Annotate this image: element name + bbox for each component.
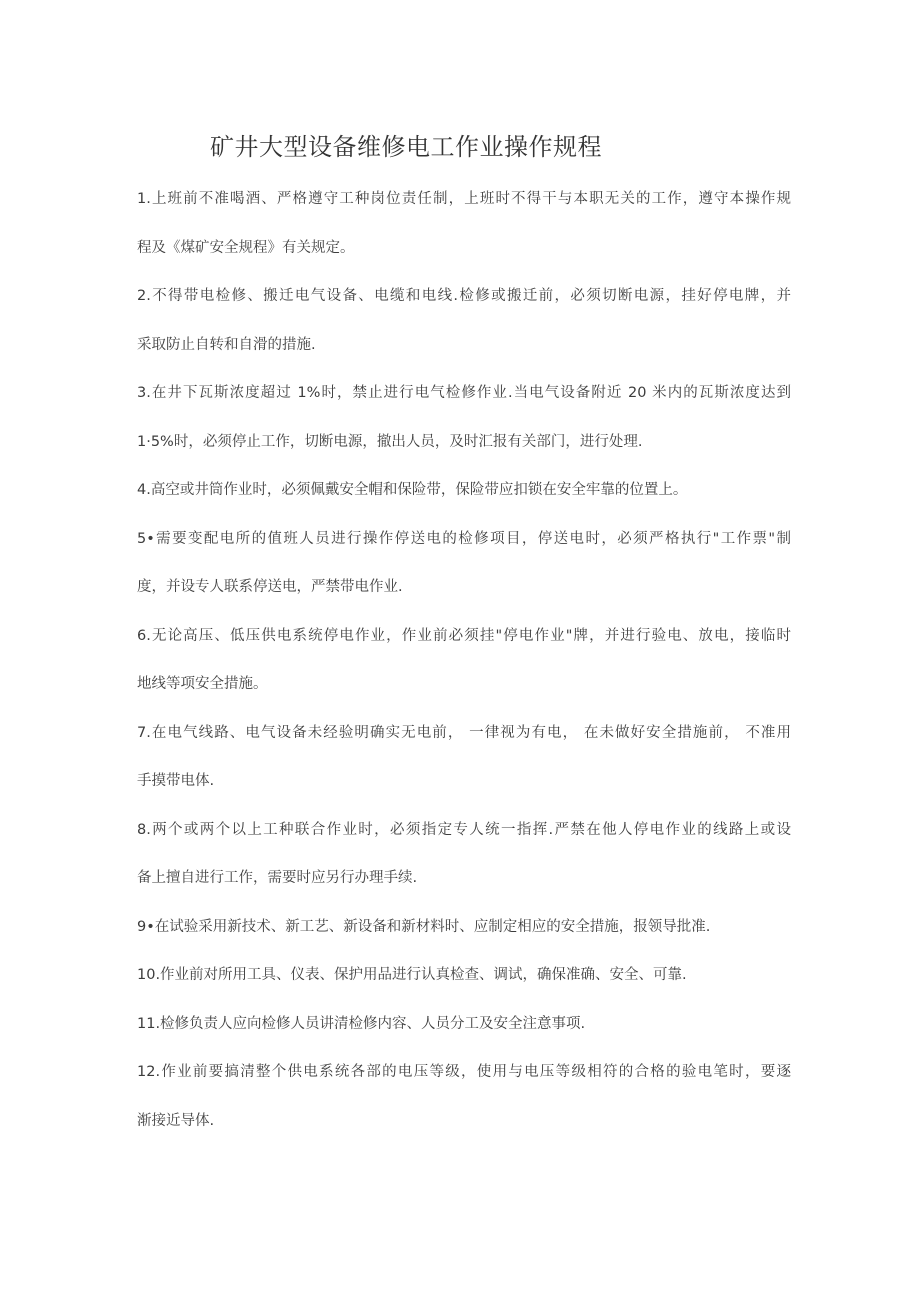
rule-text-line: 程及《煤矿安全规程》有关规定。 <box>137 239 355 256</box>
rule-text-line: 度，并设专人联系停送电，严禁带电作业. <box>137 579 403 595</box>
rule-text-line: 10.作业前对所用工具、仪表、保护用品进行认真检查、调试，确保准确、安全、可靠. <box>137 967 687 983</box>
rule-text-line: 1·5%时，必须停止工作，切断电源，撤出人员，及时汇报有关部门，进行处理. <box>137 433 643 450</box>
rule-text-line: 采取防止自转和自滑的措施. <box>137 336 316 353</box>
rule-text-line: 备上擅自进行工作，需要时应另行办理手续. <box>137 870 418 886</box>
rule-text-line: 7.在电气线路、电气设备未经验明确实无电前， 一律视为有电， 在未做好安全措施前， 不准用 <box>137 724 791 741</box>
rule-text-line: 手摸带电体. <box>137 773 215 789</box>
rule-text-line: 6.无论高压、低压供电系统停电作业，作业前必须挂"停电作业"牌，并进行验电、放电，接临时 <box>137 627 791 644</box>
rule-item <box>137 951 791 1000</box>
rule-text-line: 1.上班前不准喝酒、严格遵守工种岗位责任制，上班时不得干与本职无关的工作，遵守本操作规 <box>137 191 791 207</box>
rule-text-line: 地线等项安全措施。 <box>137 676 268 692</box>
rule-item <box>137 1000 791 1049</box>
rule-text-line: 9•在试验采用新技术、新工艺、新设备和新材料时、应制定相应的安全措施，报领导批准. <box>137 918 711 935</box>
rule-text-line: 4.高空或井筒作业时，必须佩戴安全帽和保险带，保险带应扣锁在安全牢靠的位置上。 <box>137 482 688 498</box>
rule-item <box>137 612 791 709</box>
rule-text-line: 12.作业前要搞清整个供电系统各部的电压等级，使用与电压等级相符的合格的验电笔时，要逐 <box>137 1064 791 1080</box>
rule-item <box>137 175 791 272</box>
rule-item <box>137 806 791 903</box>
rule-text-line: 11.检修负责人应向检修人员讲清检修内容、人员分工及安全注意事项. <box>137 1015 586 1032</box>
rule-item <box>137 1048 791 1145</box>
rule-text-line: 8.两个或两个以上工种联合作业时，必须指定专人统一指挥.严禁在他人停电作业的线路上或设 <box>137 821 791 838</box>
rule-item <box>137 272 791 369</box>
rule-item <box>137 515 791 612</box>
rule-item <box>137 369 791 466</box>
rule-text-line: 渐接近导体. <box>137 1112 215 1129</box>
rule-list <box>137 175 791 1145</box>
rule-text-line: 2.不得带电检修、搬迁电气设备、电缆和电线.检修或搬迁前，必须切断电源，挂好停电牌，并 <box>137 288 791 304</box>
document-title: 矿井大型设备维修电工作业操作规程 <box>210 133 602 161</box>
rule-text-line: 5•需要变配电所的值班人员进行操作停送电的检修项目，停送电时，必须严格执行"工作票"制 <box>137 530 791 547</box>
rule-text-line: 3.在井下瓦斯浓度超过 1%时，禁止进行电气检修作业.当电气设备附近 20 米内的瓦斯浓度达到 <box>137 385 791 401</box>
rule-item <box>137 709 791 806</box>
rule-item <box>137 466 791 515</box>
rule-item <box>137 903 791 952</box>
